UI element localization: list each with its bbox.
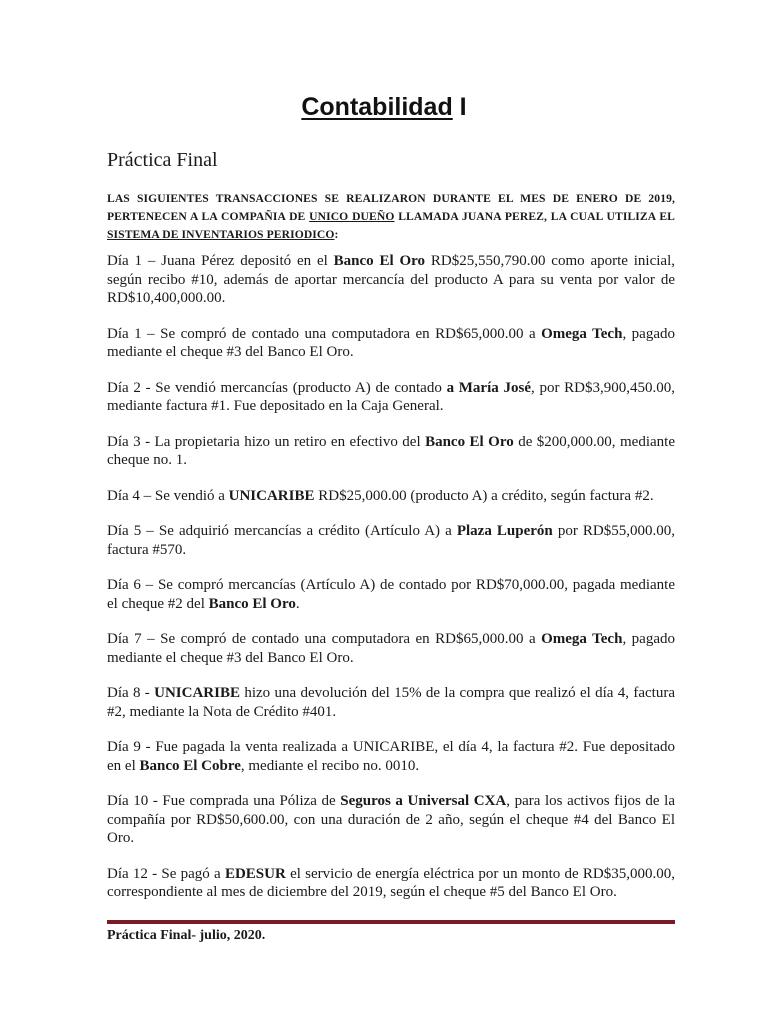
transaction-item <box>107 630 675 667</box>
transaction-text: , pagado mediante el cheque #3 del Banco El Oro. <box>107 631 675 666</box>
intro-text-2: LLAMADA JUANA PEREZ, LA CUAL UTILIZA EL <box>394 210 675 223</box>
transaction-text: Día 6 – Se compró mercancías (Artículo A) de contado por RD$70,000.00, pagada mediante el cheque #2 del <box>107 577 675 612</box>
transaction-text: Día 3 - La propietaria hizo un retiro en efectivo del <box>107 433 426 450</box>
page-title <box>0 93 768 122</box>
transaction-text: Día 7 – Se compró de contado una computadora en RD$65,000.00 a <box>107 631 542 647</box>
transaction-text: hizo una devolución del 15% de la compra que realizó el día 4, factura #2, mediante la Nota de Crédito #401. <box>107 685 675 720</box>
title-main: Contabilidad <box>301 93 453 121</box>
transaction-item <box>107 379 675 416</box>
title-suffix: I <box>452 93 467 121</box>
transaction-item <box>107 738 675 775</box>
transaction-text: RD$25,550,790.00 como aporte inicial, según recibo #10, además de aportar mercancía del producto A para su venta por valor de RD$10,400,000.00. <box>107 253 675 306</box>
transaction-item <box>107 325 675 362</box>
intro-paragraph <box>107 190 675 244</box>
transaction-item <box>107 522 675 559</box>
transaction-entity: UNICARIBE <box>228 487 315 504</box>
transaction-entity: Seguros a Universal CXA <box>340 793 507 809</box>
transaction-text: , para los activos fijos de la compañía por RD$50,600.00, con una duración de 2 año, según el cheque #4 del Banco El Oro. <box>107 793 675 846</box>
transaction-text: , mediante el recibo no. 0010. <box>240 757 420 774</box>
transaction-text: Día 1 – Juana Pérez depositó en el <box>107 253 334 269</box>
footer-divider <box>107 920 675 924</box>
transaction-text: Día 5 – Se adquirió mercancías a crédito (Artículo A) a <box>107 523 457 539</box>
transaction-text: , pagado mediante el cheque #3 del Banco El Oro. <box>107 325 675 360</box>
transaction-entity: Omega Tech <box>541 325 623 342</box>
transaction-item <box>107 684 675 721</box>
transaction-text: RD$25,000.00 (producto A) a crédito, según factura #2. <box>314 487 654 504</box>
transaction-item <box>107 865 675 902</box>
transaction-item <box>107 433 675 470</box>
transaction-entity: a María José <box>446 379 531 396</box>
intro-underline-2: SISTEMA DE INVENTARIOS PERIODICO <box>107 228 335 241</box>
transaction-item <box>107 252 675 308</box>
transaction-entity: UNICARIBE <box>154 685 240 701</box>
intro-text-3: : <box>334 228 339 241</box>
transaction-text: Día 10 - Fue comprada una Póliza de <box>107 793 341 809</box>
transaction-text: por RD$55,000.00, factura #570. <box>107 523 675 558</box>
transaction-text: Día 1 – Se compró de contado una computadora en RD$65,000.00 a <box>107 325 542 342</box>
transaction-text: Día 2 - Se vendió mercancías (producto A) de contado <box>107 379 447 396</box>
intro-underline-1: UNICO DUEÑO <box>309 210 395 223</box>
transaction-text: de $200,000.00, mediante cheque no. 1. <box>107 433 675 468</box>
transaction-text: Día 12 - Se pagó a <box>107 865 225 882</box>
page-footer: Práctica Final- julio, 2020. <box>107 928 266 943</box>
transaction-text: el servicio de energía eléctrica por un monto de RD$35,000.00, correspondiente al mes de diciembre del 2019, según el cheque #5 del Banco El Oro. <box>107 865 676 900</box>
transaction-entity: Banco El Oro <box>425 433 514 450</box>
transaction-text: Día 8 - <box>107 685 155 701</box>
transaction-entity: Banco El Oro <box>208 595 296 612</box>
transaction-text: , por RD$3,900,450.00, mediante factura #1. Fue depositado en la Caja General. <box>107 379 676 414</box>
transaction-item <box>107 487 675 506</box>
intro-text-1: LAS SIGUIENTES TRANSACCIONES SE REALIZARON DURANTE EL MES DE ENERO DE 2019, PERTENECEN A LA COMPAÑIA DE <box>107 192 675 223</box>
page-subtitle: Práctica Final <box>107 149 218 171</box>
transaction-entity: Banco El Oro <box>333 253 426 269</box>
transactions-list <box>107 252 675 919</box>
transaction-entity: Plaza Luperón <box>456 523 553 539</box>
transaction-entity: Banco El Cobre <box>139 757 241 774</box>
transaction-item <box>107 792 675 848</box>
transaction-text: Día 9 - Fue pagada la venta realizada a UNICARIBE, el día 4, la factura #2. Fue depositado en el <box>107 739 675 774</box>
transaction-entity: Omega Tech <box>541 631 623 647</box>
transaction-text: . <box>295 595 300 612</box>
transaction-text: Día 4 – Se vendió a <box>107 487 229 504</box>
transaction-entity: EDESUR <box>224 865 286 882</box>
transaction-item <box>107 576 675 613</box>
